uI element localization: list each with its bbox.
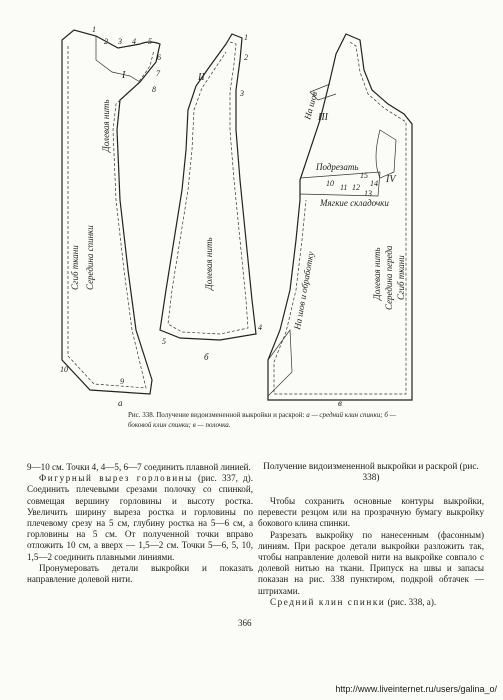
panel-c-num: 10 bbox=[326, 179, 334, 188]
right-column bbox=[258, 496, 484, 608]
left-column bbox=[27, 462, 253, 585]
panel-a-middle-label: Середина спинки bbox=[85, 225, 95, 290]
panel-a-fold-label: Сгиб ткани bbox=[70, 245, 80, 290]
panel-a-num: 5 bbox=[148, 37, 152, 46]
panel-c-grain-label: Долевая нить bbox=[372, 247, 382, 300]
left-paragraph-2-head: Фигурный вырез горловины bbox=[39, 473, 193, 484]
panel-b-num: 3 bbox=[240, 89, 244, 98]
panel-b-roman: II bbox=[198, 72, 205, 83]
panel-a-num: 9 bbox=[120, 377, 124, 386]
right-paragraph-2: Разрезать выкройку по нанесенным (фасонным) линиям. При раскрое детали выкройки разложить так, чтобы направление долевой нити на выкройке совпало с долевой нитью на ткани. Припуск на швы и запасы показан на рис. 338 пунктиром, подкрой обтачек — штрихами. bbox=[258, 529, 484, 596]
panel-c-hem-label: На шов и обработку bbox=[292, 250, 316, 331]
panel-c-side-label: На шов bbox=[302, 90, 320, 121]
panel-c-roman-small: IV bbox=[386, 174, 396, 185]
panel-b-letter: б bbox=[204, 352, 209, 362]
panel-a-num: 1 bbox=[92, 25, 96, 34]
left-paragraph-2-body: (рис. 337, д). Соединить плечевыми срезами полочку со спинкой, совмещая вершину горловины и высоту ростка. Увеличить ширину выреза ростка и горловины по плечевому срезу на 5 см, глубину ростка на 5—6 см, а горловины на 5 см. От полученной точки вправо отложить 10 см, а вверх — 1,5—2 см. Точки 5—6, 5, 10, 1,5—2 соединить плавными линиями. bbox=[27, 473, 253, 562]
panel-a-grain-label: Долевая нить bbox=[101, 99, 111, 152]
panel-c-cut-label: Подрезать bbox=[316, 162, 359, 172]
panel-b-num: 1 bbox=[244, 33, 248, 42]
panel-b bbox=[160, 33, 262, 362]
panel-b-grain-label: Долевая нить bbox=[204, 237, 214, 290]
watermark-url: http://www.liveinternet.ru/users/galina_o/ bbox=[335, 684, 497, 694]
panel-a-num: 8 bbox=[152, 85, 156, 94]
panel-c-fold-label: Сгиб ткани bbox=[396, 255, 406, 300]
panel-c-folds-label: Мягкие складочки bbox=[320, 198, 389, 208]
panel-a-num: 2 bbox=[104, 37, 108, 46]
panel-c-middle-label: Середина переда bbox=[384, 245, 394, 310]
right-title: Получение видоизмененной выкройки и раскрой (рис. 338) bbox=[263, 462, 479, 483]
panel-a-num: 7 bbox=[156, 69, 160, 78]
figure-caption bbox=[128, 410, 418, 430]
panel-c-num: 14 bbox=[370, 179, 378, 188]
right-paragraph-3-tail: (рис. 338, а). bbox=[387, 596, 437, 607]
page-number: 366 bbox=[238, 618, 252, 628]
right-paragraph-3-head: Средний клин спинки bbox=[270, 596, 386, 607]
panel-c-num: 13 bbox=[364, 189, 372, 198]
panel-a bbox=[60, 25, 161, 408]
panel-a-num: 10 bbox=[60, 365, 68, 374]
panel-a-letter: а bbox=[118, 398, 123, 408]
panel-c-num: 12 bbox=[352, 183, 360, 192]
panel-a-num: 6 bbox=[157, 53, 161, 62]
panel-a-num: 3 bbox=[118, 37, 122, 46]
panel-c-num: 15 bbox=[360, 171, 368, 180]
panel-a-num: 4 bbox=[132, 37, 136, 46]
panel-b-num: 2 bbox=[244, 53, 248, 62]
panel-c-num: 11 bbox=[340, 183, 348, 192]
right-paragraph-1: Чтобы сохранить основные контуры выкройки, перевести резцом или на прозрачную бумагу выкройку бокового клина спинки. bbox=[258, 496, 484, 529]
panel-c bbox=[268, 34, 412, 408]
caption-rest: а — средний клин спинки; б — боковой клин спинки; в — полочка. bbox=[128, 411, 396, 429]
panel-c-letter: в bbox=[338, 398, 342, 408]
panel-a-roman: I bbox=[122, 70, 126, 81]
panel-b-num: 4 bbox=[258, 323, 262, 332]
left-paragraph-1: 9—10 см. Точки 4, 4—5, 6—7 соединить плавной линией. bbox=[27, 462, 251, 472]
left-paragraph-3: Пронумеровать детали выкройки и показать направление долевой нити. bbox=[27, 562, 253, 585]
panel-c-roman: III bbox=[318, 112, 328, 123]
caption-lead: Рис. 338. Получение видоизмененной выкройки и раскрой: bbox=[128, 411, 305, 419]
panel-b-num: 5 bbox=[162, 337, 166, 346]
